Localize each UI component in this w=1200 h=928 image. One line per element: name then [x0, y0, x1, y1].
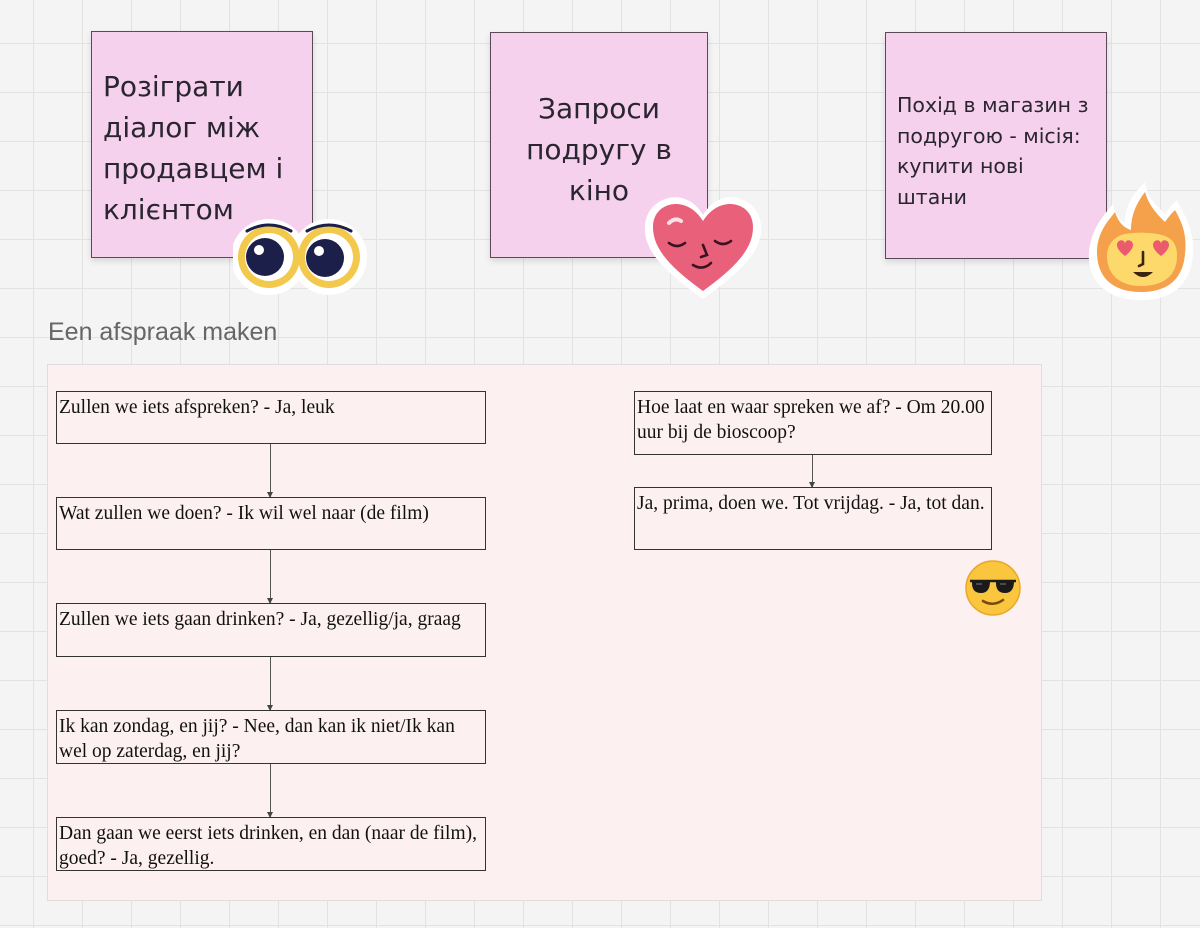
smiling-heart-icon[interactable]: [641, 193, 765, 305]
flow-box-3[interactable]: [56, 603, 486, 657]
flow-arrow: [270, 550, 271, 603]
flow-box-text: Hoe laat en waar spreken we af? - Om 20.00 uur bij de bioscoop?: [637, 397, 985, 443]
flow-box-text: Ja, prima, doen we. Tot vrijdag. - Ja, tot dan.: [637, 493, 985, 514]
flow-arrow: [270, 764, 271, 817]
frame-title: Een afspraak maken: [48, 318, 278, 346]
flow-box-2[interactable]: [56, 497, 486, 550]
sticky-note-shopping-mission[interactable]: [885, 32, 1107, 259]
flow-arrow: [270, 444, 271, 497]
flow-box-text: Dan gaan we eerst iets drinken, en dan (naar de film), goed? - Ja, gezellig.: [59, 823, 477, 869]
flow-box-5[interactable]: [56, 817, 486, 871]
googly-eyes-icon[interactable]: [233, 213, 369, 299]
sticky-note-text: Запроси подругу в кіно: [526, 92, 672, 207]
flow-arrow: [812, 455, 813, 487]
flow-box-6[interactable]: [634, 391, 992, 455]
flow-box-text: Ik kan zondag, en jij? - Nee, dan kan ik niet/Ik kan wel op zaterdag, en jij?: [59, 716, 455, 762]
heart-eyes-fire-icon[interactable]: [1085, 180, 1197, 304]
flow-arrow: [270, 657, 271, 710]
flow-box-text: Zullen we iets gaan drinken? - Ja, gezellig/ja, graag: [59, 609, 461, 630]
sticky-note-text: Розіграти діалог між продавцем і клієнтом: [103, 70, 284, 226]
frame-een-afspraak-maken[interactable]: [47, 364, 1042, 901]
flow-box-text: Zullen we iets afspreken? - Ja, leuk: [59, 397, 335, 418]
sticky-note-text: Похід в магазин з подругою - місія: купити нові штани: [897, 93, 1089, 209]
flow-box-4[interactable]: [56, 710, 486, 764]
sunglasses-smiley-icon[interactable]: [964, 559, 1022, 617]
flow-box-7[interactable]: [634, 487, 992, 550]
flow-box-text: Wat zullen we doen? - Ik wil wel naar (de film): [59, 503, 429, 524]
flow-box-1[interactable]: [56, 391, 486, 444]
